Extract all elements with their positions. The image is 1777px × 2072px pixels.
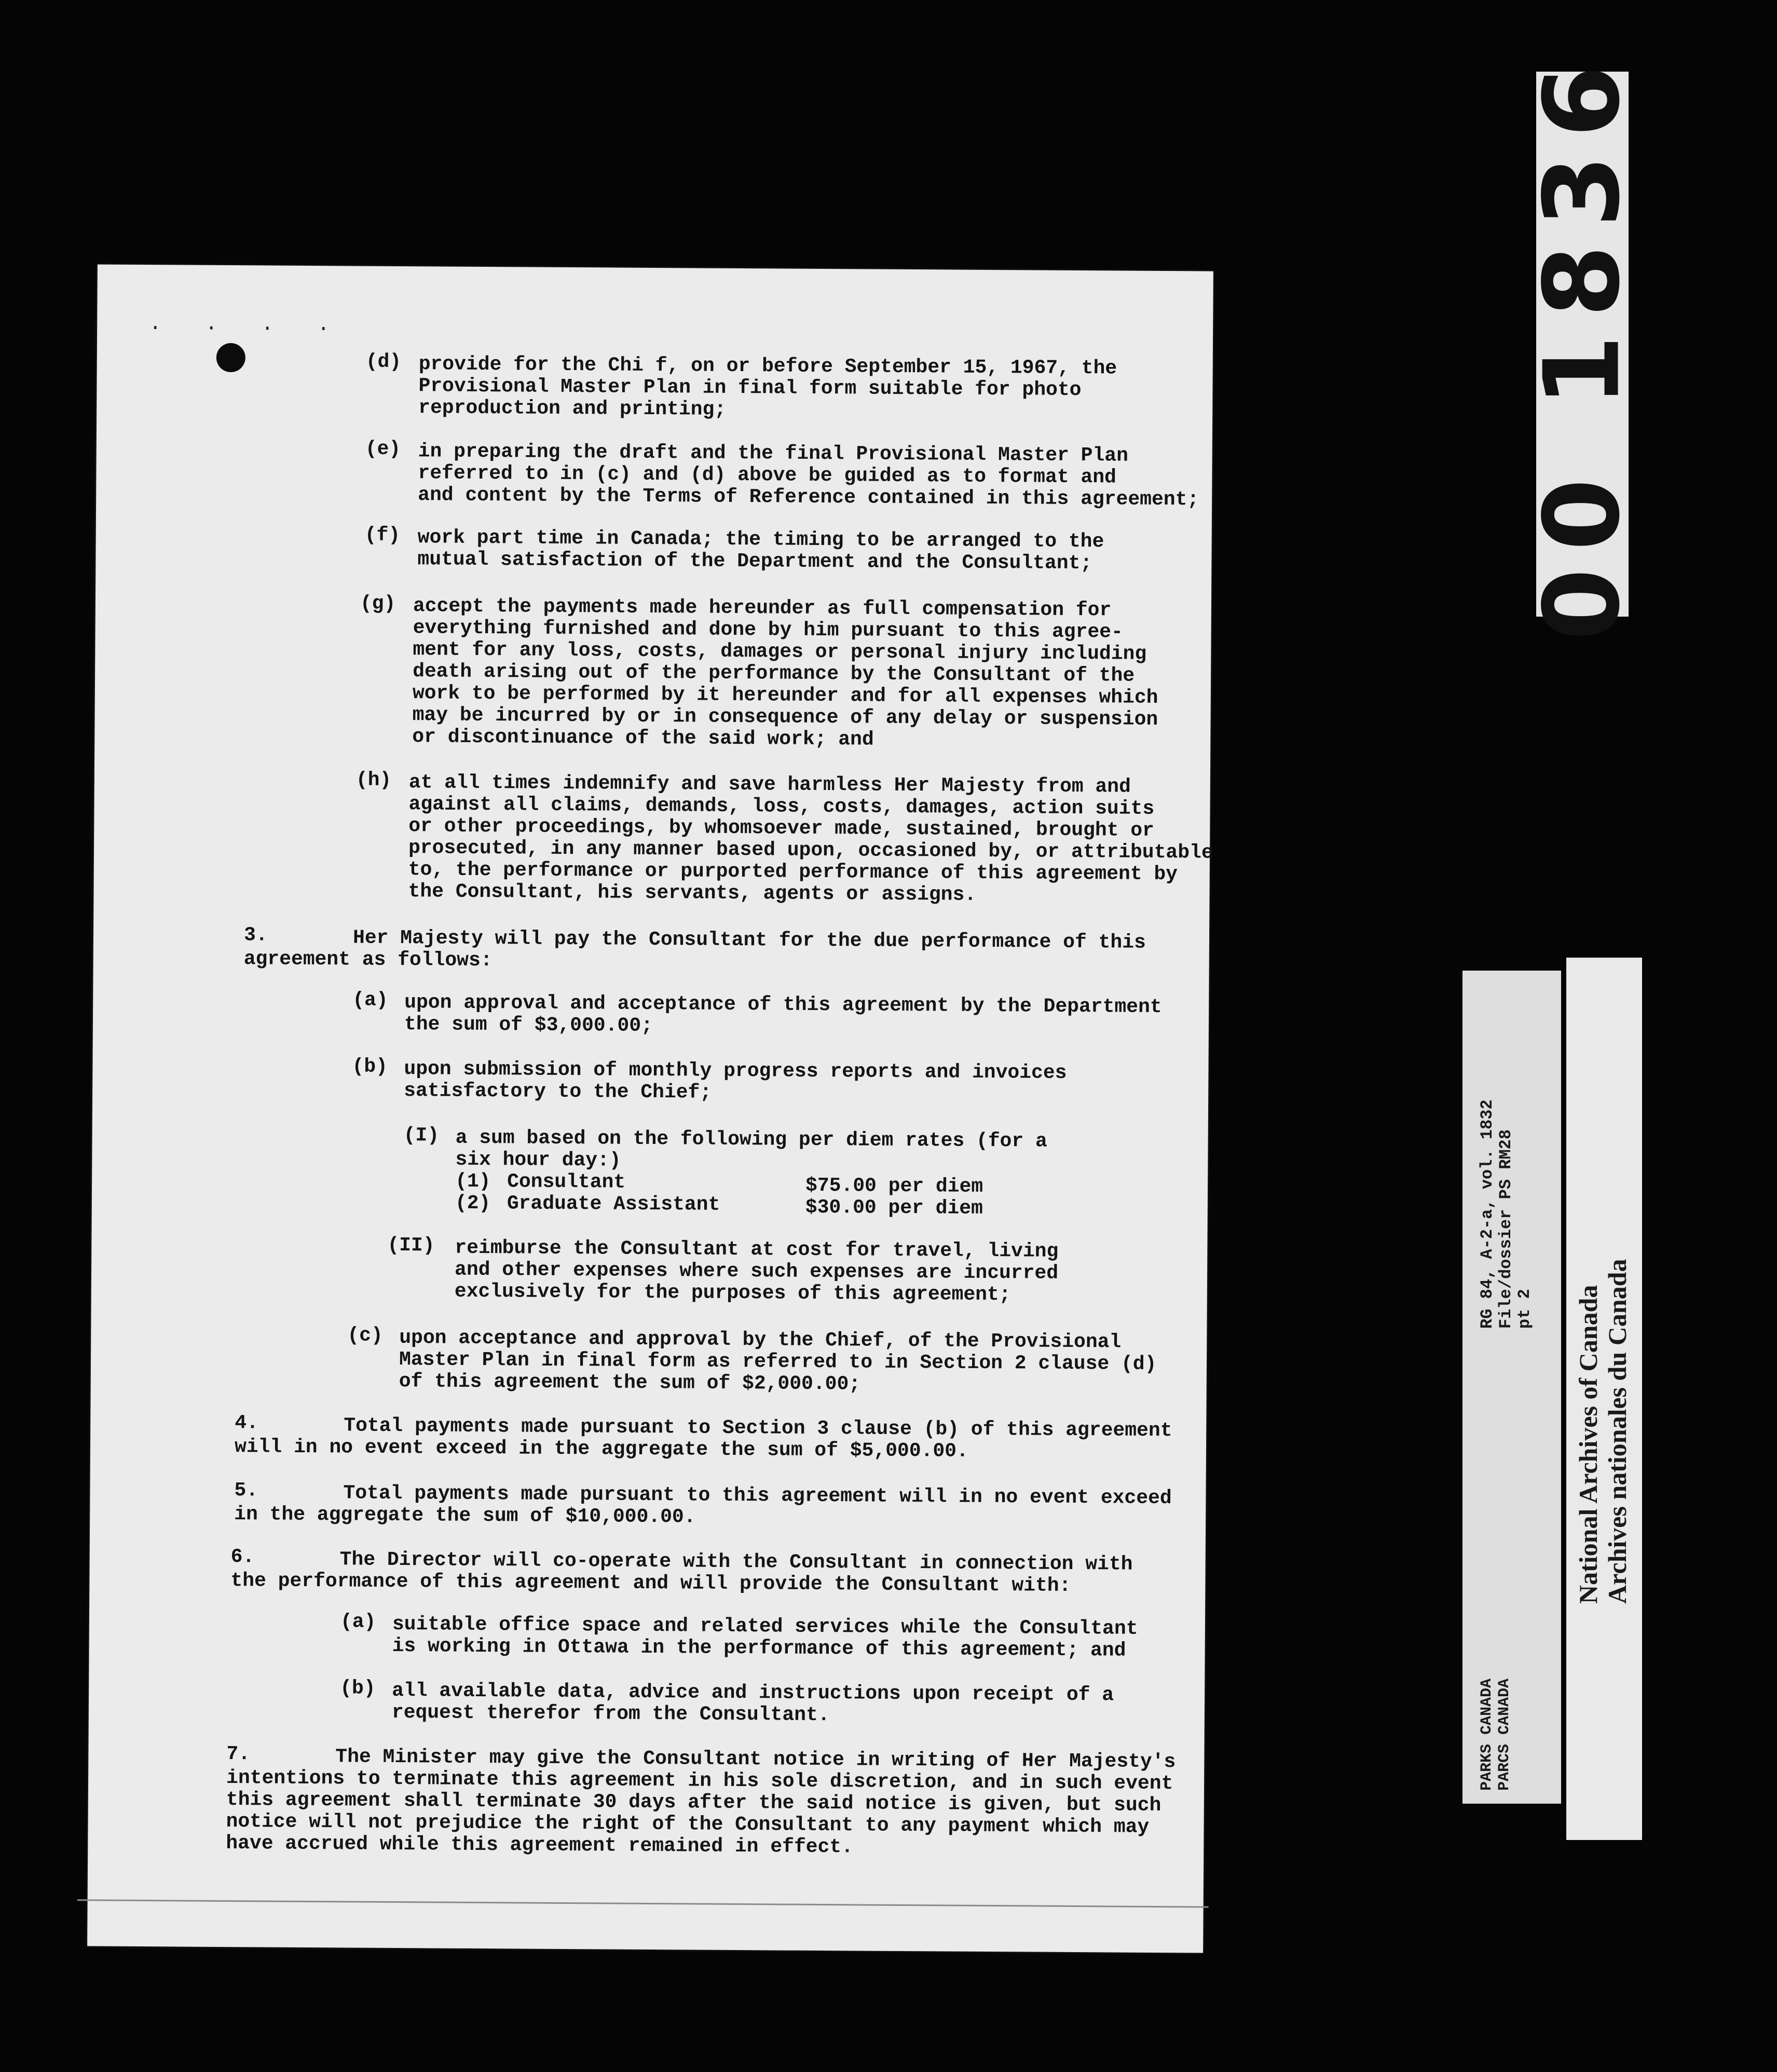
rate-2-value: $30.00 per diem xyxy=(805,1196,983,1220)
section-4-number: 4. xyxy=(235,1412,259,1435)
section-6a-text: suitable office space and related services while the Consultant is working in Ottawa in the performance of this agreement; and xyxy=(392,1613,1138,1662)
section-3-text: Her Majesty will pay the Consultant for the due performance of this agreement as follows: xyxy=(243,926,1146,972)
frame-number: 00 1836 xyxy=(1522,47,1643,641)
rate-1-label: (1) xyxy=(455,1170,491,1193)
item-g-label: (g) xyxy=(360,592,396,615)
item-g-text: accept the payments made hereunder as full compensation for everything furnished and done by him pursuant to this agree- ment for any loss, costs, damages or personal injury including death arising out of the performance by the Consultant of the work to be performed by it hereunder and for all expenses which may be incurred by or in consequence of any delay or suspension or discontinuance of the said work; and xyxy=(412,595,1158,751)
item-f-text: work part time in Canada; the timing to be arranged to the mutual satisfaction of the Department and the Consultant; xyxy=(417,526,1104,575)
rate-2-label: (2) xyxy=(455,1192,491,1215)
section-6-number: 6. xyxy=(230,1546,255,1569)
item-d-label: (d) xyxy=(365,350,402,374)
archive-label-card xyxy=(1462,971,1561,1804)
section-7-number: 7. xyxy=(226,1743,251,1766)
section-7-text: The Minister may give the Consultant notice in writing of Her Majesty's intentions to terminate this agreement in his sole discretion, and in such event this agreement shall terminate 30 days after the said notice is given, but such notice will not prejudice the right of the Consultant to any payment which may have accrued while this agreement remained in effect. xyxy=(226,1746,1176,1859)
section-3b-I-text: a sum based on the following per diem rates (for a six hour day:) xyxy=(455,1126,1047,1172)
section-3c-label: (c) xyxy=(347,1324,383,1347)
archive-institution-card xyxy=(1566,958,1642,1840)
section-3a-text: upon approval and acceptance of this agreement by the Department the sum of $3,000.00; xyxy=(404,991,1162,1038)
item-h-label: (h) xyxy=(356,769,392,792)
item-d-text: provide for the Chi f, on or before September 15, 1967, the Provisional Master Plan in final form suitable for photo reproduction and printing; xyxy=(418,353,1117,421)
section-3b-label: (b) xyxy=(352,1055,388,1078)
archive-reference: RG 84, A-2-a, vol. 1832 File/dossier PS RM28 pt 2 xyxy=(1478,1099,1534,1329)
section-5-number: 5. xyxy=(234,1479,258,1502)
section-3b-I-label: (I) xyxy=(403,1124,440,1147)
item-e-text: in preparing the draft and the final Provisional Master Plan referred to in (c) and (d) above be guided as to format and and content by the Terms of Reference contained in this agreement; xyxy=(418,440,1199,511)
section-3c-text: upon acceptance and approval by the Chief, of the Provisional Master Plan in final form as referred to in Section 2 clause (d) of this agreement the sum of $2,000.00; xyxy=(399,1327,1157,1396)
punch-hole-mark xyxy=(216,343,245,372)
section-3a-label: (a) xyxy=(352,989,388,1012)
rate-1-name: Consultant xyxy=(507,1170,626,1194)
document-page xyxy=(87,264,1213,1953)
archive-institution: National Archives of Canada Archives nationales du Canada xyxy=(1574,1259,1632,1604)
section-3b-II-text: reimburse the Consultant at cost for travel, living and other expenses where such expenses are incurred exclusively for the purposes of this agreement; xyxy=(454,1236,1059,1306)
archive-agency: PARKS CANADA PARCS CANADA xyxy=(1478,1678,1513,1791)
section-5-text: Total payments made pursuant to this agreement will in no event exceed in the aggregate the sum of $10,000.00. xyxy=(234,1482,1172,1529)
frame-number-strip xyxy=(1522,47,1643,641)
item-h-text: at all times indemnify and save harmless Her Majesty from and against all claims, demands, loss, costs, damages, action suits or other proceedings, by whomsoever made, sustained, brought or prosecuted, in any manner based upon, occasioned by, or attributable to, the performance or purported performance of this agreement by the Consultant, his servants, agents or assigns. xyxy=(408,771,1213,906)
section-3-number: 3. xyxy=(243,924,268,947)
section-4-text: Total payments made pursuant to Section 3 clause (b) of this agreement will in no event exceed in the aggregate the sum of $5,000.00. xyxy=(234,1414,1172,1463)
item-f-label: (f) xyxy=(364,524,401,547)
section-3b-II-label: (II) xyxy=(387,1234,435,1257)
item-e-label: (e) xyxy=(365,438,401,461)
rate-2-name: Graduate Assistant xyxy=(507,1192,720,1216)
section-6-text: The Director will co-operate with the Consultant in connection with the performance of this agreement and will provide the Consultant with: xyxy=(230,1548,1133,1597)
page-bottom-rule xyxy=(77,1899,1209,1907)
section-6a-label: (a) xyxy=(340,1611,376,1633)
section-6b-text: all available data, advice and instructions upon receipt of a request therefor from the Consultant. xyxy=(391,1679,1114,1727)
dust-specks: · · · · xyxy=(149,317,346,342)
section-6b-label: (b) xyxy=(340,1677,376,1700)
section-3b-text: upon submission of monthly progress reports and invoices satisfactory to the Chief; xyxy=(404,1058,1067,1104)
rate-1-value: $75.00 per diem xyxy=(805,1174,983,1198)
